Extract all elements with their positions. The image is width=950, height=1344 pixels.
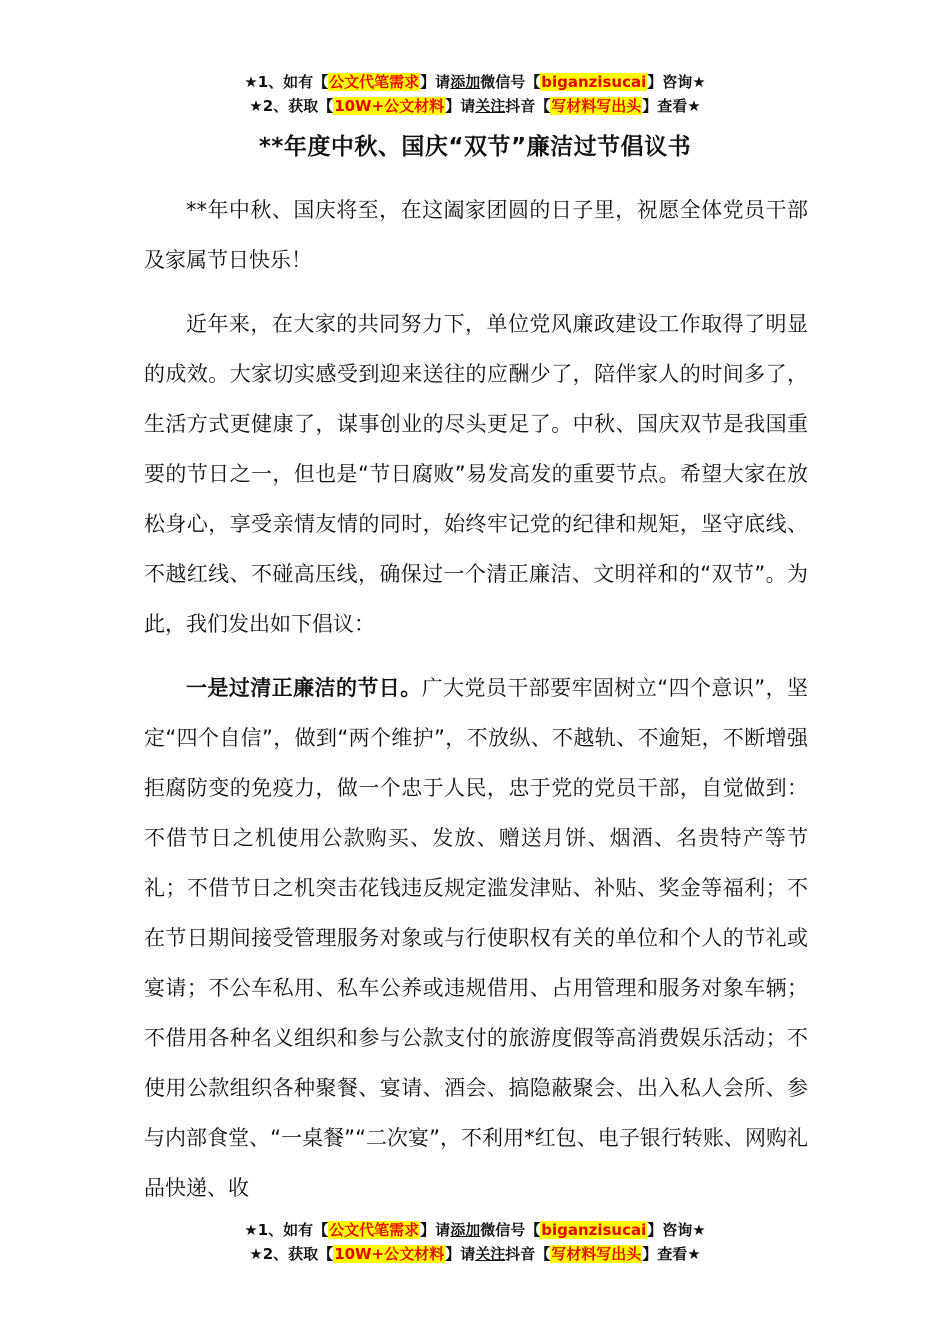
banner-emphasis: 添加: [450, 1221, 481, 1239]
banner-text: 】咨询★: [647, 73, 706, 91]
banner-text: 】查看★: [642, 1245, 701, 1263]
banner-text: 】请: [445, 1245, 476, 1263]
top-banner: [0, 70, 950, 118]
banner-emphasis: 添加: [450, 73, 481, 91]
banner-highlight: biganzisucai: [541, 73, 647, 91]
banner-emphasis: 关注: [475, 97, 506, 115]
banner-text: 】请: [445, 97, 476, 115]
paragraph-intro: 近年来，在大家的共同努力下，单位党风廉政建设工作取得了明显的成效。大家切实感受到迎来送往的应酬少了，陪伴家人的时间多了，生活方式更健康了，谋事创业的尽头更足了。中秋、国庆双节是我国重要的节日之一，但也是“节日腐败”易发高发的重要节点。希望大家在放松身心，享受亲情友情的同时，始终牢记党的纪律和规矩，坚守底线、不越红线、不碰高压线，确保过一个清正廉洁、文明祥和的“双节”。为此，我们发出如下倡议：: [144, 312, 808, 636]
banner-line-2: [0, 1242, 950, 1266]
banner-emphasis: 关注: [475, 1245, 506, 1263]
banner-text: 抖音【: [505, 1245, 551, 1263]
banner-text: 】请: [420, 1221, 451, 1239]
banner-line-2: [0, 94, 950, 118]
banner-text: 抖音【: [505, 97, 551, 115]
banner-text: ★2、获取【: [249, 97, 334, 115]
banner-highlight: 公文代笔需求: [329, 1221, 420, 1239]
bottom-banner: [0, 1218, 950, 1266]
banner-text: ★1、如有【: [244, 73, 329, 91]
banner-text: 】请: [420, 73, 451, 91]
banner-highlight: 公文代笔需求: [329, 73, 420, 91]
banner-highlight: 10W+公文材料: [334, 1245, 445, 1263]
paragraph-proposal-1: [144, 663, 808, 1213]
banner-text: 微信号【: [480, 73, 541, 91]
banner-highlight: 10W+公文材料: [334, 97, 445, 115]
banner-text: ★2、获取【: [249, 1245, 334, 1263]
banner-highlight: 写材料写出头: [551, 97, 642, 115]
proposal-body: 广大党员干部要牢固树立“四个意识”，坚定“四个自信”，做到“两个维护”，不放纵、不越轨、不逾矩，不断增强拒腐防变的免疫力，做一个忠于人民，忠于党的党员干部，自觉做到：不借节日之机使用公款购买、发放、赠送月饼、烟酒、名贵特产等节礼；不借节日之机突击花钱违反规定滥发津贴、补贴、奖金等福利；不在节日期间接受管理服务对象或与行使职权有关的单位和个人的节礼或宴请；不公车私用、私车公养或违规借用、占用管理和服务对象车辆；不借用各种名义组织和参与公款支付的旅游度假等高消费娱乐活动；不使用公款组织各种聚餐、宴请、酒会、搞隐蔽聚会、出入私人会所、参与内部食堂、“一桌餐”“二次宴”，不利用*红包、电子银行转账、网购礼品快递、收: [144, 676, 808, 1200]
document-title: **年度中秋、国庆“双节”廉洁过节倡议书: [258, 134, 692, 160]
proposal-heading: 一是过清正廉洁的节日。: [186, 676, 422, 700]
banner-text: 微信号【: [480, 1221, 541, 1239]
banner-line-1: [0, 70, 950, 94]
document-body: [144, 185, 808, 1227]
paragraph-greeting: **年中秋、国庆将至，在这阖家团圆的日子里，祝愿全体党员干部及家属节日快乐！: [144, 198, 808, 272]
banner-highlight: biganzisucai: [541, 1221, 647, 1239]
banner-text: ★1、如有【: [244, 1221, 329, 1239]
banner-highlight: 写材料写出头: [551, 1245, 642, 1263]
banner-text: 】咨询★: [647, 1221, 706, 1239]
banner-line-1: [0, 1218, 950, 1242]
banner-text: 】查看★: [642, 97, 701, 115]
